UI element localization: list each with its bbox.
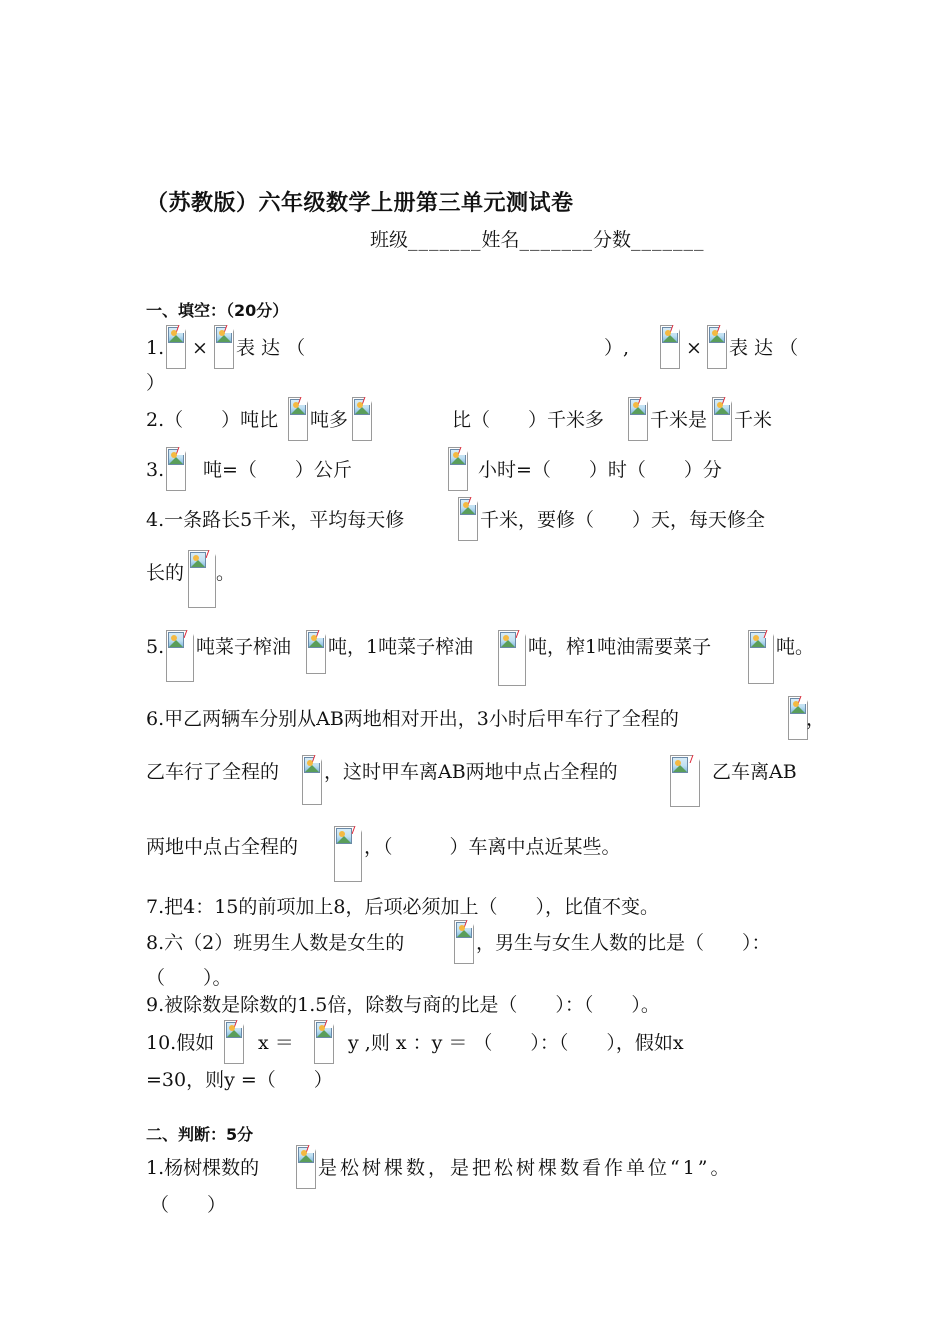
fraction-image-icon — [306, 630, 326, 674]
q2-km: 千米 — [734, 409, 773, 431]
q5-need: 吨，榨1吨油需要菜子 — [528, 636, 712, 658]
judge-question-1: 1.杨树棵数的 — [146, 1157, 260, 1179]
fraction-image-icon — [458, 497, 478, 541]
q8-end: （ ）。 — [146, 967, 232, 989]
q1-number: 1. — [146, 337, 165, 359]
question-7: 7.把4：15的前项加上8，后项必须加上（ ），比值不变。 — [146, 896, 659, 918]
fraction-image-icon — [748, 630, 774, 684]
fraction-image-icon — [707, 325, 727, 369]
q10-x: x ＝ — [258, 1032, 294, 1054]
q5-end: 吨。 — [776, 636, 815, 658]
q4-end: 。 — [216, 562, 236, 584]
q1-close-1: ）, — [604, 337, 630, 359]
q1-times-2: × — [686, 337, 702, 359]
score-label: 分数 — [593, 229, 632, 251]
q10-end: =30，则y =（ ） — [146, 1069, 333, 1091]
fraction-image-icon — [352, 397, 372, 441]
fraction-image-icon — [224, 1020, 244, 1064]
q2-compare: 比（ ）千米多 — [452, 409, 605, 431]
question-10: 10.假如 — [146, 1032, 215, 1054]
q6-comma: ， — [806, 708, 826, 730]
name-label: 姓名 — [481, 229, 520, 251]
score-blank: _______ — [631, 229, 705, 251]
q8-ratio: ，男生与女生人数的比是（ ）： — [476, 932, 771, 954]
fraction-image-icon — [670, 755, 700, 807]
fraction-image-icon — [188, 550, 216, 608]
q5-oil: 吨，1吨菜子榨油 — [328, 636, 474, 658]
fraction-image-icon — [334, 826, 362, 882]
question-1 — [146, 333, 164, 363]
question-8: 8.六（2）班男生人数是女生的 — [146, 932, 405, 954]
q1-times-1: × — [192, 337, 208, 359]
fraction-image-icon — [166, 325, 186, 369]
question-5: 5. — [146, 636, 165, 658]
fraction-image-icon — [448, 447, 468, 491]
q1-express-1: 表 达 （ — [236, 337, 306, 359]
judge-q1-answer: （ ） — [150, 1194, 227, 1216]
q10-y: y ,则 x ：y ＝ （ ）：（ ），假如x — [348, 1032, 684, 1054]
section-2-heading: 二、判断：5分 — [146, 1125, 254, 1144]
fraction-image-icon — [302, 755, 322, 805]
q3-hour: 小时=（ ）时（ ）分 — [478, 459, 722, 481]
q2-is: 千米是 — [650, 409, 708, 431]
fraction-image-icon — [712, 397, 732, 441]
fraction-image-icon — [166, 447, 186, 491]
page-title: （苏教版）六年级数学上册第三单元测试卷 — [146, 191, 574, 216]
q6-fraction: 两地中点占全程的 — [146, 836, 299, 858]
q4-days: 千米，要修（ ）天，每天修全 — [480, 509, 766, 531]
q6-car-b-mid: 乙车离AB — [712, 761, 797, 783]
question-4: 4.一条路长5千米，平均每天修 — [146, 509, 405, 531]
fraction-image-icon — [628, 397, 648, 441]
fraction-image-icon — [498, 630, 526, 686]
fraction-image-icon — [660, 325, 680, 369]
class-label: 班级 — [370, 229, 409, 251]
question-2: 2.（ ）吨比 — [146, 409, 279, 431]
q6-closer: ，（ ）车离中点近某些。 — [364, 836, 621, 858]
fraction-image-icon — [296, 1145, 316, 1189]
q2-more: 吨多 — [310, 409, 349, 431]
q5-seed: 吨菜子榨油 — [196, 636, 292, 658]
question-3: 3. — [146, 459, 165, 481]
q1-express-2: 表 达 （ — [729, 337, 799, 359]
fraction-image-icon — [288, 397, 308, 441]
fraction-image-icon — [166, 630, 194, 682]
section-1-heading: 一、填空：（20分） — [146, 301, 289, 320]
q4-length: 长的 — [146, 562, 185, 584]
fraction-image-icon — [214, 325, 234, 369]
name-blank: _______ — [519, 229, 594, 251]
q1-close-2: ） — [146, 372, 166, 394]
class-blank: _______ — [408, 229, 482, 251]
q3-ton: 吨=（ ）公斤 — [203, 459, 352, 481]
question-6: 6.甲乙两辆车分别从AB两地相对开出，3小时后甲车行了全程的 — [146, 708, 679, 730]
fraction-image-icon — [788, 696, 808, 740]
fraction-image-icon — [454, 920, 474, 964]
q6-midpoint: ，这时甲车离AB两地中点占全程的 — [324, 761, 618, 783]
judge-q1-text: 是松树棵数，是把松树棵数看作单位“1”。 — [318, 1157, 733, 1179]
student-info — [370, 225, 705, 252]
fraction-image-icon — [314, 1020, 334, 1064]
q6-car-b: 乙车行了全程的 — [146, 761, 280, 783]
question-9: 9.被除数是除数的1.5倍，除数与商的比是（ ）：（ ）。 — [146, 994, 660, 1016]
